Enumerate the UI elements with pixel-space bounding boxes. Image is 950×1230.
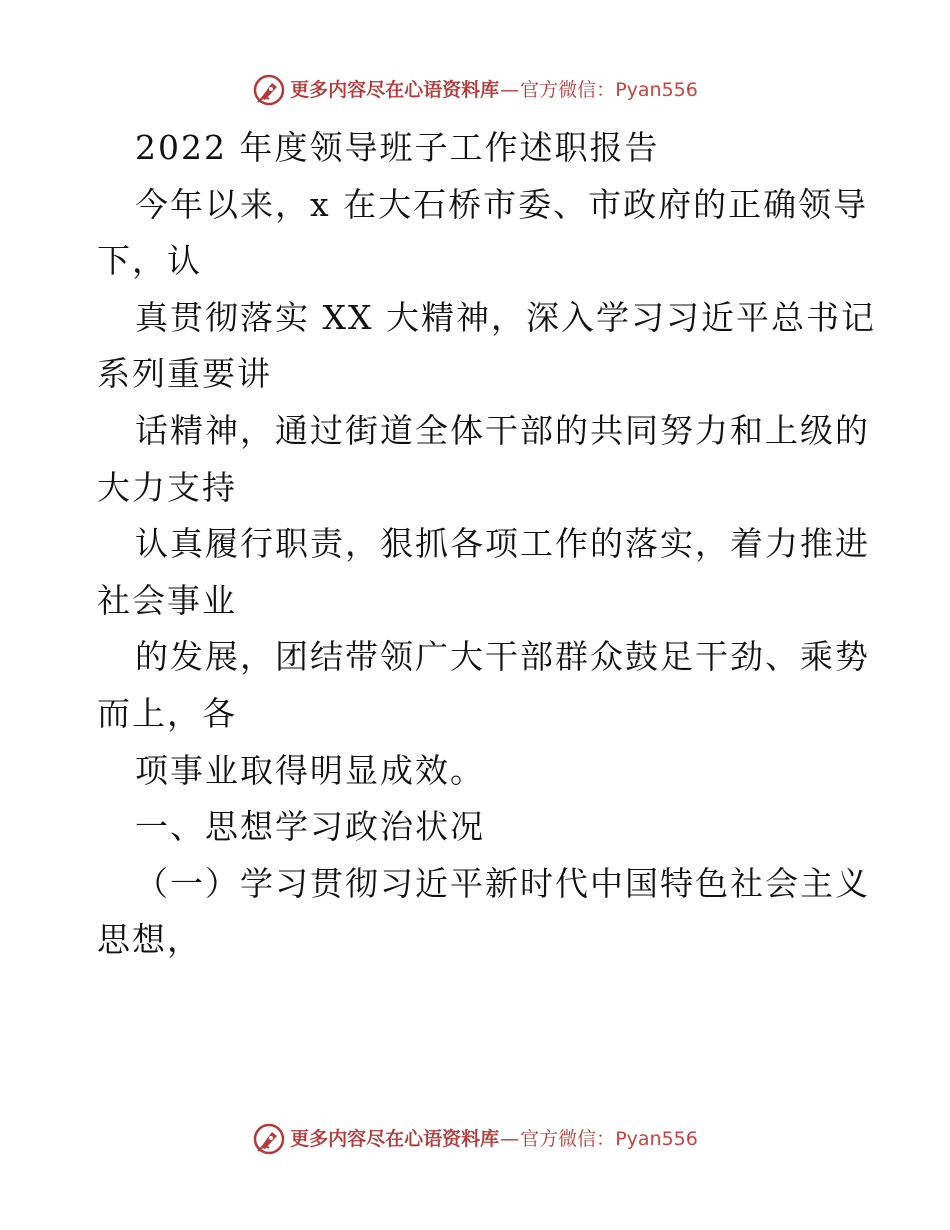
- subsection-heading: （一）学习贯彻习近平新时代中国特色社会主义: [135, 863, 870, 903]
- paragraph-line: 大力支持: [97, 467, 237, 507]
- watermark-separator: —: [500, 79, 520, 101]
- watermark-separator: —: [500, 1128, 520, 1150]
- document-body: [97, 120, 876, 969]
- section-heading: 一、思想学习政治状况: [135, 807, 485, 847]
- watermark-wechat-id: Pyan556: [615, 79, 698, 101]
- paragraph-line: 话精神，通过街道全体干部的共同努力和上级的: [135, 410, 870, 450]
- paragraph-line: 系列重要讲: [97, 354, 272, 394]
- pen-nib-logo-icon: [252, 73, 286, 107]
- paragraph-line: 的发展，团结带领广大干部群众鼓足干劲、乘势: [135, 637, 870, 677]
- watermark-main-text: 更多内容尽在心语资料库: [290, 1128, 500, 1150]
- paragraph-line: 认真履行职责，狠抓各项工作的落实，着力推进: [135, 524, 870, 564]
- footer-watermark: [0, 1119, 950, 1159]
- paragraph-line: 真贯彻落实 XX 大精神，深入学习习近平总书记: [135, 297, 876, 337]
- paragraph-line: 社会事业: [97, 580, 237, 620]
- watermark-wechat-id: Pyan556: [615, 1128, 698, 1150]
- paragraph-line: 今年以来，x 在大石桥市委、市政府的正确领导: [135, 184, 869, 224]
- watermark-label: 官方微信：: [520, 1128, 616, 1150]
- watermark-label: 官方微信：: [520, 79, 616, 101]
- paragraph-line: 而上，各: [97, 693, 237, 733]
- paragraph-line: 下，认: [97, 241, 202, 281]
- paragraph-line: 思想，: [97, 920, 202, 960]
- paragraph-line: 项事业取得明显成效。: [135, 750, 485, 790]
- watermark-main-text: 更多内容尽在心语资料库: [290, 79, 500, 101]
- pen-nib-logo-icon: [252, 1122, 286, 1156]
- header-watermark: [0, 70, 950, 110]
- document-title: 2022 年度领导班子工作述职报告: [135, 128, 660, 167]
